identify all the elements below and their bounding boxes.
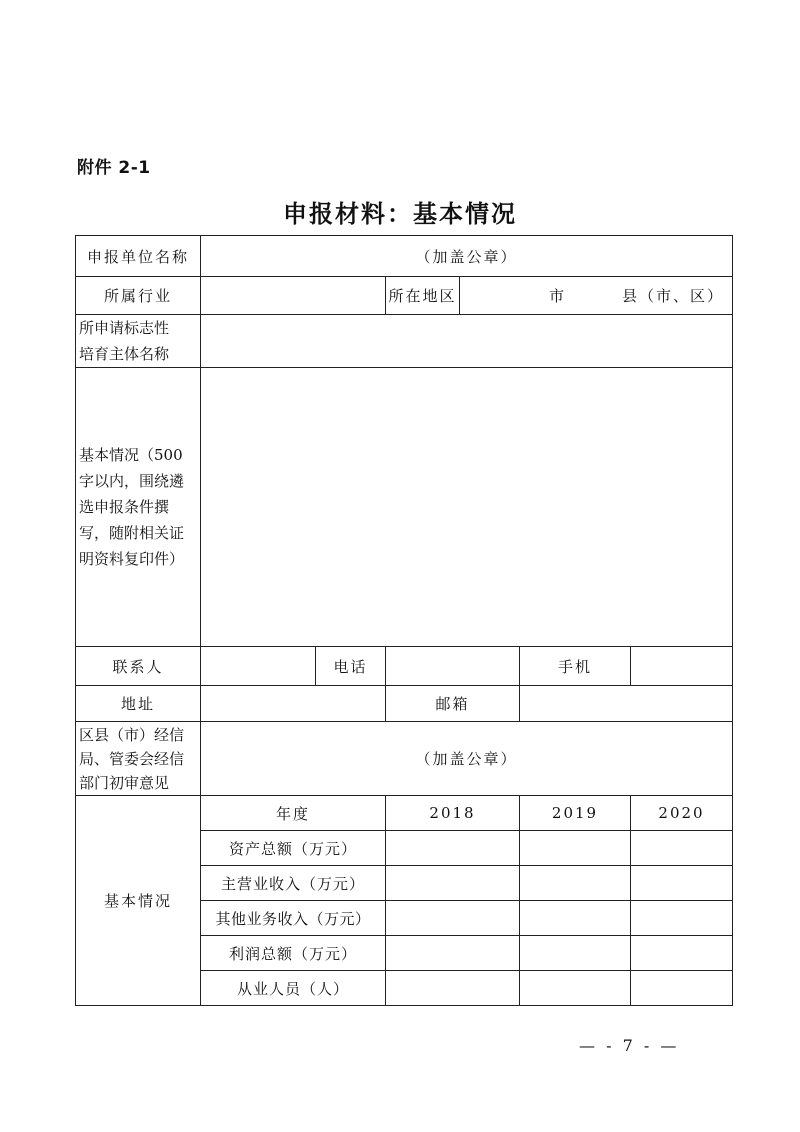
- applicant-seal-note: （加盖公章）: [415, 247, 518, 266]
- mobile-input-cell[interactable]: [631, 647, 733, 686]
- finance-item-label: 其他业务收入（万元）: [201, 901, 386, 936]
- description-label: [76, 368, 201, 647]
- finance-value-cell[interactable]: [631, 901, 733, 936]
- contact-row: [76, 647, 733, 686]
- description-input-cell[interactable]: [201, 368, 733, 647]
- finance-value-cell[interactable]: [520, 901, 631, 936]
- phone-label: 电话: [316, 647, 386, 686]
- finance-value-cell[interactable]: [386, 831, 520, 866]
- subject-label-line1: 所申请标志性: [79, 319, 170, 337]
- review-label-line1: 区县（市）经信: [79, 725, 185, 744]
- finance-value-cell[interactable]: [631, 971, 733, 1006]
- finance-year-header: 年度: [201, 796, 386, 831]
- finance-item-label: 从业人员（人）: [201, 971, 386, 1006]
- description-label-line3: 选申报条件撰: [79, 498, 170, 516]
- description-label-line1: 基本情况（500: [79, 446, 183, 464]
- phone-input-cell[interactable]: [386, 647, 520, 686]
- finance-value-cell[interactable]: [520, 936, 631, 971]
- region-city-text: 市: [548, 287, 566, 305]
- contact-input-cell[interactable]: [201, 647, 316, 686]
- description-label-line2: 字以内，围绕遴: [79, 472, 185, 490]
- finance-value-cell[interactable]: [520, 831, 631, 866]
- applicant-row: [76, 236, 733, 277]
- region-county-text: 县（市、区）: [622, 287, 725, 305]
- finance-item-label: 主营业收入（万元）: [201, 866, 386, 901]
- finance-item-label: 利润总额（万元）: [201, 936, 386, 971]
- finance-value-cell[interactable]: [386, 971, 520, 1006]
- review-label: [76, 722, 201, 796]
- address-input-cell[interactable]: [201, 686, 386, 722]
- subject-input-cell[interactable]: [201, 315, 733, 368]
- finance-value-cell[interactable]: [520, 866, 631, 901]
- description-row: [76, 368, 733, 647]
- finance-value-cell[interactable]: [631, 936, 733, 971]
- review-seal-note: （加盖公章）: [415, 750, 518, 768]
- finance-value-cell[interactable]: [386, 866, 520, 901]
- finance-section-label: 基本情况: [76, 796, 201, 1006]
- mobile-label: 手机: [520, 647, 631, 686]
- applicant-input-cell[interactable]: [201, 236, 733, 277]
- contact-label: 联系人: [76, 647, 201, 686]
- finance-value-cell[interactable]: [386, 901, 520, 936]
- email-input-cell[interactable]: [520, 686, 733, 722]
- review-row: [76, 722, 733, 796]
- email-label: 邮箱: [386, 686, 520, 722]
- address-label: 地址: [76, 686, 201, 722]
- finance-year-2: 2019: [520, 796, 631, 831]
- finance-value-cell[interactable]: [520, 971, 631, 1006]
- applicant-label: 申报单位名称: [76, 236, 201, 277]
- address-row: [76, 686, 733, 722]
- finance-value-cell[interactable]: [631, 866, 733, 901]
- finance-value-cell[interactable]: [386, 936, 520, 971]
- region-label: 所在地区: [386, 277, 460, 315]
- subject-label: [76, 315, 201, 368]
- finance-year-1: 2018: [386, 796, 520, 831]
- description-label-line5: 明资料复印件）: [79, 550, 185, 568]
- finance-year-3: 2020: [631, 796, 733, 831]
- page-number: — - 7 - —: [579, 1036, 680, 1055]
- finance-header-row: [76, 796, 733, 831]
- industry-region-row: [76, 277, 733, 315]
- review-input-cell[interactable]: [201, 722, 733, 796]
- description-label-line4: 写，随附相关证: [79, 524, 185, 542]
- finance-value-cell[interactable]: [631, 831, 733, 866]
- industry-input-cell[interactable]: [201, 277, 386, 315]
- subject-row: [76, 315, 733, 368]
- industry-label: 所属行业: [76, 277, 201, 315]
- review-label-line2: 局、管委会经信: [79, 749, 185, 768]
- attachment-label: 附件 2-1: [77, 158, 151, 178]
- finance-item-label: 资产总额（万元）: [201, 831, 386, 866]
- subject-label-line2: 培育主体名称: [79, 345, 170, 363]
- application-form-table: [75, 235, 733, 1006]
- region-input-cell[interactable]: [460, 277, 733, 315]
- page-title: 申报材料：基本情况: [283, 199, 517, 228]
- review-label-line3: 部门初审意见: [79, 773, 170, 792]
